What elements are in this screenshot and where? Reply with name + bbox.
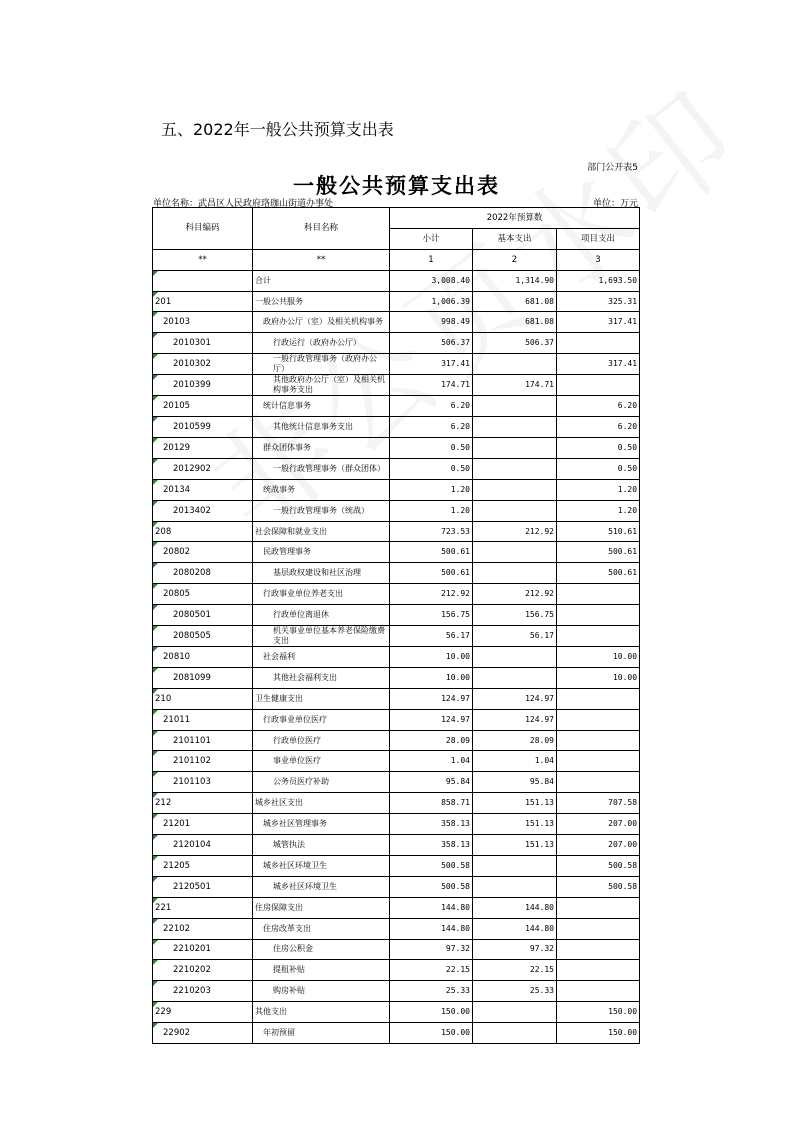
row-basic: 681.08 [473, 291, 557, 312]
row-project: 150.00 [557, 1023, 640, 1044]
table-row [153, 312, 640, 333]
table-row [153, 730, 640, 751]
table-row [153, 417, 640, 438]
row-subtotal: 858.71 [390, 793, 473, 814]
row-basic: 144.80 [473, 918, 557, 939]
row-name: 住房公积金 [253, 939, 390, 960]
table-row [153, 1002, 640, 1023]
row-basic [473, 855, 557, 876]
table-row [153, 354, 640, 375]
row-code: 2210202 [153, 960, 253, 981]
table-row [153, 876, 640, 897]
row-code: 20105 [153, 396, 253, 417]
row-name: 行政事业单位医疗 [253, 709, 390, 730]
row-subtotal: 95.84 [390, 772, 473, 793]
row-project: 207.00 [557, 814, 640, 835]
row-subtotal: 317.41 [390, 354, 473, 375]
row-subtotal: 0.50 [390, 438, 473, 459]
table-row [153, 981, 640, 1002]
row-code: 212 [153, 793, 253, 814]
row-subtotal: 3,008.40 [390, 270, 473, 291]
row-subtotal: 144.80 [390, 897, 473, 918]
row-subtotal: 97.32 [390, 939, 473, 960]
row-project [557, 730, 640, 751]
table-row [153, 855, 640, 876]
row-name: 统战事务 [253, 479, 390, 500]
row-project [557, 751, 640, 772]
row-subtotal: 500.58 [390, 855, 473, 876]
table-row [153, 542, 640, 563]
row-subtotal: 28.09 [390, 730, 473, 751]
row-project: 317.41 [557, 312, 640, 333]
row-basic: 681.08 [473, 312, 557, 333]
header-budget-group: 2022年预算数 [390, 208, 640, 229]
table-row [153, 793, 640, 814]
row-code: 2081099 [153, 667, 253, 688]
row-name: 行政运行（政府办公厅） [253, 333, 390, 354]
table-row [153, 688, 640, 709]
table-row [153, 1023, 640, 1044]
table-row [153, 584, 640, 605]
row-basic: 28.09 [473, 730, 557, 751]
row-name: 城乡社区环境卫生 [253, 855, 390, 876]
row-subtotal: 10.00 [390, 647, 473, 668]
row-basic: 156.75 [473, 605, 557, 626]
row-code: 210 [153, 688, 253, 709]
row-code: 2120501 [153, 876, 253, 897]
row-code: 201 [153, 291, 253, 312]
row-project [557, 688, 640, 709]
header-col-1: 1 [390, 249, 473, 270]
row-name: 住房保障支出 [253, 897, 390, 918]
row-code: 2080208 [153, 563, 253, 584]
row-basic: 151.13 [473, 793, 557, 814]
row-code: 2010399 [153, 375, 253, 396]
form-code: 部门公开表5 [587, 163, 638, 173]
row-subtotal: 358.13 [390, 835, 473, 856]
table-row [153, 918, 640, 939]
row-basic [473, 563, 557, 584]
row-basic: 151.13 [473, 835, 557, 856]
row-subtotal: 6.20 [390, 417, 473, 438]
row-name: 基层政权建设和社区治理 [253, 563, 390, 584]
table-row [153, 375, 640, 396]
row-code: 2010599 [153, 417, 253, 438]
row-name: 住房改革支出 [253, 918, 390, 939]
row-project: 500.61 [557, 563, 640, 584]
row-project [557, 626, 640, 647]
row-name: 城管执法 [253, 835, 390, 856]
row-basic [473, 542, 557, 563]
row-project [557, 939, 640, 960]
row-code: 2101102 [153, 751, 253, 772]
row-name: 政府办公厅（室）及相关机构事务 [253, 312, 390, 333]
row-subtotal: 1.04 [390, 751, 473, 772]
row-subtotal: 500.61 [390, 542, 473, 563]
table-row [153, 667, 640, 688]
row-basic [473, 458, 557, 479]
table-row [153, 709, 640, 730]
row-code: 20805 [153, 584, 253, 605]
row-name: 民政管理事务 [253, 542, 390, 563]
row-subtotal: 358.13 [390, 814, 473, 835]
row-name: 城乡社区管理事务 [253, 814, 390, 835]
table-row [153, 521, 640, 542]
table-row [153, 751, 640, 772]
row-subtotal: 10.00 [390, 667, 473, 688]
row-project: 150.00 [557, 1002, 640, 1023]
table-row [153, 500, 640, 521]
row-project [557, 772, 640, 793]
row-subtotal: 56.17 [390, 626, 473, 647]
row-basic: 25.33 [473, 981, 557, 1002]
row-name: 年初预留 [253, 1023, 390, 1044]
unit-label: 单位：万元 [592, 199, 638, 209]
row-project: 1.20 [557, 479, 640, 500]
row-basic [473, 396, 557, 417]
row-subtotal: 156.75 [390, 605, 473, 626]
row-name: 提租补贴 [253, 960, 390, 981]
row-name: 卫生健康支出 [253, 688, 390, 709]
row-name: 合计 [253, 270, 390, 291]
table-row [153, 458, 640, 479]
row-name: 购房补贴 [253, 981, 390, 1002]
row-project: 1,693.50 [557, 270, 640, 291]
row-basic [473, 417, 557, 438]
row-name: 其他政府办公厅（室）及相关机构事务支出 [253, 375, 390, 396]
row-project: 0.50 [557, 458, 640, 479]
row-code: 21201 [153, 814, 253, 835]
row-name: 其他统计信息事务支出 [253, 417, 390, 438]
row-code: 208 [153, 521, 253, 542]
table-row [153, 897, 640, 918]
row-project: 500.58 [557, 876, 640, 897]
row-project [557, 960, 640, 981]
row-code: 2101101 [153, 730, 253, 751]
row-subtotal: 150.00 [390, 1023, 473, 1044]
row-basic: 1.04 [473, 751, 557, 772]
header-col-2: 2 [473, 249, 557, 270]
row-project [557, 918, 640, 939]
header-stars-name: ** [253, 249, 390, 270]
row-name: 行政单位医疗 [253, 730, 390, 751]
table-row [153, 479, 640, 500]
row-project: 207.00 [557, 835, 640, 856]
table-body [153, 270, 640, 1043]
row-subtotal: 22.15 [390, 960, 473, 981]
row-project [557, 333, 640, 354]
row-code: 2080505 [153, 626, 253, 647]
row-code: 20802 [153, 542, 253, 563]
row-subtotal: 124.97 [390, 709, 473, 730]
row-code: 20129 [153, 438, 253, 459]
row-basic: 506.37 [473, 333, 557, 354]
row-name: 统计信息事务 [253, 396, 390, 417]
row-name: 其他支出 [253, 1002, 390, 1023]
row-basic: 124.97 [473, 688, 557, 709]
header-name: 科目名称 [253, 208, 390, 250]
row-project: 0.50 [557, 438, 640, 459]
row-code: 2010302 [153, 354, 253, 375]
row-name: 公务员医疗补助 [253, 772, 390, 793]
table-row [153, 291, 640, 312]
row-name: 行政单位离退休 [253, 605, 390, 626]
row-basic [473, 500, 557, 521]
table-title: 一般公共预算支出表 [293, 173, 500, 198]
row-code: 2010301 [153, 333, 253, 354]
row-code: 20134 [153, 479, 253, 500]
table-row [153, 939, 640, 960]
row-basic: 174.71 [473, 375, 557, 396]
row-subtotal: 1.20 [390, 479, 473, 500]
table-row [153, 647, 640, 668]
table-row [153, 270, 640, 291]
row-subtotal: 1,006.39 [390, 291, 473, 312]
row-project [557, 709, 640, 730]
row-subtotal: 1.20 [390, 500, 473, 521]
row-code: 2101103 [153, 772, 253, 793]
table-row [153, 396, 640, 417]
row-basic [473, 876, 557, 897]
table-header [153, 208, 640, 271]
row-basic [473, 354, 557, 375]
row-name: 一般公共服务 [253, 291, 390, 312]
row-basic: 151.13 [473, 814, 557, 835]
row-name: 机关事业单位基本养老保险缴费支出 [253, 626, 390, 647]
row-project [557, 605, 640, 626]
row-name: 事业单位医疗 [253, 751, 390, 772]
row-name: 群众团体事务 [253, 438, 390, 459]
table-row [153, 333, 640, 354]
table-row [153, 438, 640, 459]
row-project: 10.00 [557, 647, 640, 668]
row-basic [473, 1023, 557, 1044]
row-basic [473, 1002, 557, 1023]
row-basic [473, 438, 557, 459]
row-code: 22102 [153, 918, 253, 939]
row-subtotal: 124.97 [390, 688, 473, 709]
table-row [153, 605, 640, 626]
row-basic: 124.97 [473, 709, 557, 730]
row-basic: 212.92 [473, 521, 557, 542]
row-basic [473, 479, 557, 500]
header-code: 科目编码 [153, 208, 253, 250]
row-basic: 1,314.90 [473, 270, 557, 291]
row-code: 2012902 [153, 458, 253, 479]
table-row [153, 814, 640, 835]
row-project: 500.58 [557, 855, 640, 876]
row-code: 21205 [153, 855, 253, 876]
row-project [557, 897, 640, 918]
row-subtotal: 174.71 [390, 375, 473, 396]
row-code: 20810 [153, 647, 253, 668]
row-project: 317.41 [557, 354, 640, 375]
row-project: 6.20 [557, 396, 640, 417]
row-basic: 56.17 [473, 626, 557, 647]
row-subtotal: 506.37 [390, 333, 473, 354]
table-row [153, 835, 640, 856]
row-name: 城乡社区环境卫生 [253, 876, 390, 897]
row-basic: 95.84 [473, 772, 557, 793]
header-subtotal: 小计 [390, 228, 473, 249]
row-subtotal: 150.00 [390, 1002, 473, 1023]
row-basic: 144.80 [473, 897, 557, 918]
row-code: 20103 [153, 312, 253, 333]
header-basic: 基本支出 [473, 228, 557, 249]
row-subtotal: 6.20 [390, 396, 473, 417]
row-code: 229 [153, 1002, 253, 1023]
row-project [557, 375, 640, 396]
table-row [153, 626, 640, 647]
row-code: 221 [153, 897, 253, 918]
row-name: 城乡社区支出 [253, 793, 390, 814]
unit-name: 单位名称：武昌区人民政府珞珈山街道办事处 [153, 199, 334, 209]
row-basic [473, 647, 557, 668]
row-name: 行政事业单位养老支出 [253, 584, 390, 605]
row-subtotal: 144.80 [390, 918, 473, 939]
row-code: 2210201 [153, 939, 253, 960]
row-project [557, 584, 640, 605]
row-name: 社会保障和就业支出 [253, 521, 390, 542]
row-code [153, 270, 253, 291]
table-row [153, 960, 640, 981]
row-code: 2210203 [153, 981, 253, 1002]
row-project: 1.20 [557, 500, 640, 521]
row-subtotal: 500.58 [390, 876, 473, 897]
row-code: 2080501 [153, 605, 253, 626]
row-name: 一般行政管理事务（群众团体） [253, 458, 390, 479]
header-project: 项目支出 [557, 228, 640, 249]
row-code: 2120104 [153, 835, 253, 856]
row-project: 510.61 [557, 521, 640, 542]
row-name: 社会福利 [253, 647, 390, 668]
row-code: 22902 [153, 1023, 253, 1044]
row-code: 2013402 [153, 500, 253, 521]
row-project [557, 981, 640, 1002]
table-row [153, 772, 640, 793]
header-stars-code: ** [153, 249, 253, 270]
row-subtotal: 723.53 [390, 521, 473, 542]
row-project: 707.58 [557, 793, 640, 814]
row-name: 一般行政管理事务（统战） [253, 500, 390, 521]
table-row [153, 563, 640, 584]
row-subtotal: 0.50 [390, 458, 473, 479]
row-project: 6.20 [557, 417, 640, 438]
row-project: 500.61 [557, 542, 640, 563]
row-subtotal: 25.33 [390, 981, 473, 1002]
row-subtotal: 212.92 [390, 584, 473, 605]
row-code: 21011 [153, 709, 253, 730]
row-basic: 22.15 [473, 960, 557, 981]
row-name: 其他社会福利支出 [253, 667, 390, 688]
header-col-3: 3 [557, 249, 640, 270]
row-name: 一般行政管理事务（政府办公厅） [253, 354, 390, 375]
row-project: 325.31 [557, 291, 640, 312]
row-subtotal: 998.49 [390, 312, 473, 333]
row-basic: 97.32 [473, 939, 557, 960]
budget-table [152, 207, 640, 1044]
row-basic: 212.92 [473, 584, 557, 605]
row-subtotal: 500.61 [390, 563, 473, 584]
row-basic [473, 667, 557, 688]
section-heading: 五、2022年一般公共预算支出表 [161, 120, 394, 139]
row-project: 10.00 [557, 667, 640, 688]
